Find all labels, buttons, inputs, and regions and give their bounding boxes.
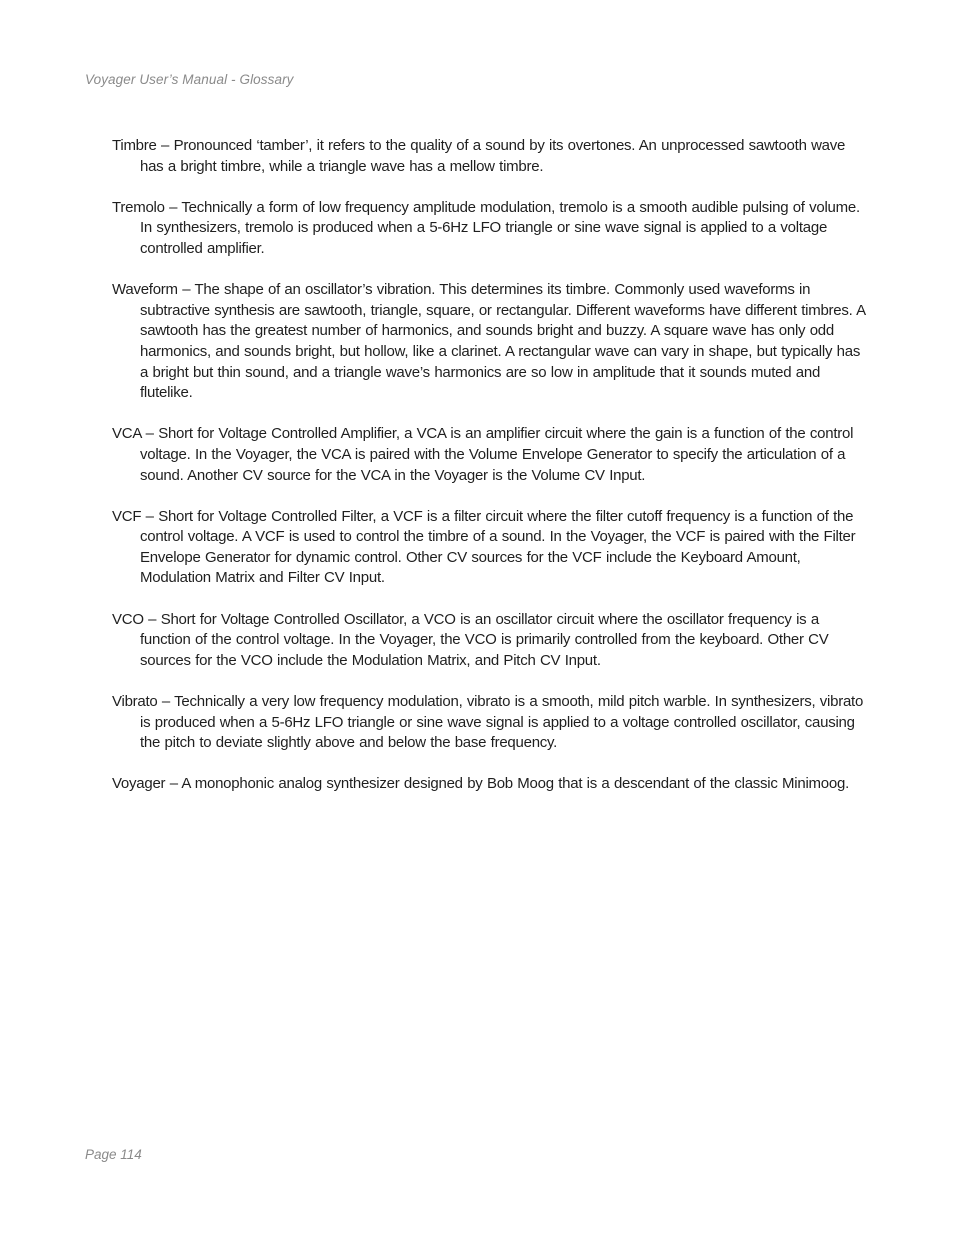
term-separator: – xyxy=(164,198,182,216)
glossary-term: Waveform xyxy=(112,281,178,299)
term-separator: – xyxy=(165,775,182,793)
glossary-entry-vca xyxy=(112,424,872,486)
term-separator: – xyxy=(157,693,175,711)
page-number: Page 114 xyxy=(85,1147,142,1162)
glossary-list xyxy=(112,136,872,816)
glossary-entry-waveform xyxy=(112,280,872,404)
term-separator: – xyxy=(177,281,195,299)
glossary-definition: Short for Voltage Controlled Filter, a VCF is a filter circuit where the filter cutoff frequency is a function of the control voltage. A VCF is used to control the timbre of a sound. In the Voyager, the VCF is paired with the Filter Envelope Generator for dynamic control. Other CV sources for the VCF include the Keyboard Amount, Modulation Matrix and Filter CV Input. xyxy=(140,507,856,587)
term-separator: – xyxy=(143,610,161,628)
glossary-definition: Pronounced ‘tamber’, it refers to the quality of a sound by its overtones. An unprocessed sawtooth wave has a bright timbre, while a triangle wave has a mellow timbre. xyxy=(140,137,846,175)
glossary-definition: Short for Voltage Controlled Amplifier, a VCA is an amplifier circuit where the gain is a function of the control voltage. In the Voyager, the VCA is paired with the Volume Envelope Generator to specify the articulation of a sound. Another CV source for the VCA in the Voyager is the Volume CV Input. xyxy=(140,425,854,484)
term-separator: – xyxy=(141,425,159,443)
glossary-term: VCO xyxy=(112,610,144,628)
glossary-term: Vibrato xyxy=(112,693,158,711)
glossary-term: VCA xyxy=(112,425,142,443)
running-header: Voyager User’s Manual - Glossary xyxy=(85,72,294,87)
term-separator: – xyxy=(141,507,159,525)
glossary-definition: Short for Voltage Controlled Oscillator, a VCO is an oscillator circuit where the oscillator frequency is a function of the control voltage. In the Voyager, the VCO is primarily controlled from the keyboard. Other CV sources for the VCO include the Modulation Matrix, and Pitch CV Input. xyxy=(140,610,829,669)
glossary-entry-timbre xyxy=(112,136,872,177)
glossary-definition: The shape of an oscillator’s vibration. This determines its timbre. Commonly used waveforms in subtractive synthesis are sawtooth, triangle, square, or rectangular. Different waveforms have different timbres. A sawtooth has the greatest number of harmonics, and sounds bright and buzzy. A square wave has only odd harmonics, and sounds bright, but hollow, like a clarinet. A rectangular wave can vary in shape, but typically has a bright but thin sound, and a triangle wave’s harmonics are so low in amplitude that it sounds muted and flutelike. xyxy=(140,281,866,402)
glossary-definition: A monophonic analog synthesizer designed by Bob Moog that is a descendant of the classic Minimoog. xyxy=(181,775,849,793)
glossary-entry-vcf xyxy=(112,507,872,589)
glossary-entry-voyager xyxy=(112,774,872,795)
glossary-entry-tremolo xyxy=(112,198,872,260)
term-separator: – xyxy=(156,137,174,154)
glossary-term: VCF xyxy=(112,507,142,525)
glossary-term: Timbre xyxy=(112,137,157,154)
glossary-term: Tremolo xyxy=(112,198,165,216)
glossary-entry-vibrato xyxy=(112,692,872,754)
glossary-term: Voyager xyxy=(112,775,166,793)
glossary-definition: Technically a very low frequency modulation, vibrato is a smooth, mild pitch warble. In synthesizers, vibrato is produced when a 5-6Hz LFO triangle or sine wave signal is applied to a voltage controlled oscillator, causing the pitch to deviate slightly above and below the base frequency. xyxy=(140,693,864,752)
glossary-entry-vco xyxy=(112,610,872,672)
glossary-definition: Technically a form of low frequency amplitude modulation, tremolo is a smooth audible pulsing of volume. In synthesizers, tremolo is produced when a 5-6Hz LFO triangle or sine wave signal is applied to a voltage controlled amplifier. xyxy=(140,198,860,257)
